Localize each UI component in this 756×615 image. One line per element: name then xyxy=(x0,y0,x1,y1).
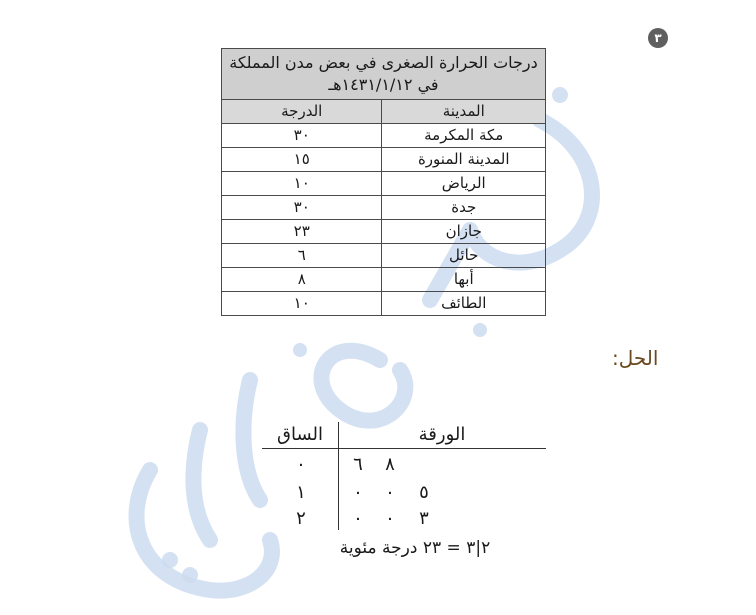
stem-divider xyxy=(338,422,339,530)
leaf-value: ٠ xyxy=(353,482,363,503)
header-divider xyxy=(262,448,546,449)
header-degree: الدرجة xyxy=(222,100,382,124)
city-cell: حائل xyxy=(382,244,546,268)
leaf-value: ٥ xyxy=(419,482,429,503)
table-title: درجات الحرارة الصغرى في بعض مدن المملكة في ١٤٣١/١/١٢هـ xyxy=(222,49,546,100)
city-cell: الطائف xyxy=(382,292,546,316)
city-cell: الرياض xyxy=(382,172,546,196)
leaf-value: ٦ xyxy=(353,454,363,475)
leaf-header: الورقة xyxy=(418,424,466,445)
table-row xyxy=(222,244,546,268)
city-cell: جدة xyxy=(382,196,546,220)
table-row xyxy=(222,220,546,244)
table-row xyxy=(222,268,546,292)
table-row xyxy=(222,172,546,196)
plot-key: ٢|٣ = ٢٣ درجة مئوية xyxy=(339,538,491,558)
table-row xyxy=(222,196,546,220)
degree-cell: ١٠ xyxy=(222,172,382,196)
leaf-value: ٠ xyxy=(385,508,395,529)
table-row xyxy=(222,148,546,172)
degree-cell: ١٥ xyxy=(222,148,382,172)
degree-cell: ٢٣ xyxy=(222,220,382,244)
leaf-value: ٣ xyxy=(419,508,429,529)
stem-header: الساق xyxy=(277,424,323,445)
stem-value: ٢ xyxy=(296,508,306,529)
question-number-badge: ٣ xyxy=(648,28,668,48)
stem-leaf-plot xyxy=(262,420,546,532)
degree-cell: ٦ xyxy=(222,244,382,268)
leaf-value: ٨ xyxy=(385,454,395,475)
solution-label: الحل: xyxy=(612,346,659,370)
header-city: المدينة xyxy=(382,100,546,124)
degree-cell: ١٠ xyxy=(222,292,382,316)
degree-cell: ٨ xyxy=(222,268,382,292)
temperature-table xyxy=(221,48,546,316)
stem-value: ١ xyxy=(296,482,306,503)
stem-value: ٠ xyxy=(296,454,306,475)
city-cell: أبها xyxy=(382,268,546,292)
leaf-value: ٠ xyxy=(353,508,363,529)
city-cell: جازان xyxy=(382,220,546,244)
table-row xyxy=(222,124,546,148)
leaf-value: ٠ xyxy=(385,482,395,503)
table-row xyxy=(222,292,546,316)
degree-cell: ٣٠ xyxy=(222,124,382,148)
degree-cell: ٣٠ xyxy=(222,196,382,220)
city-cell: المدينة المنورة xyxy=(382,148,546,172)
city-cell: مكة المكرمة xyxy=(382,124,546,148)
